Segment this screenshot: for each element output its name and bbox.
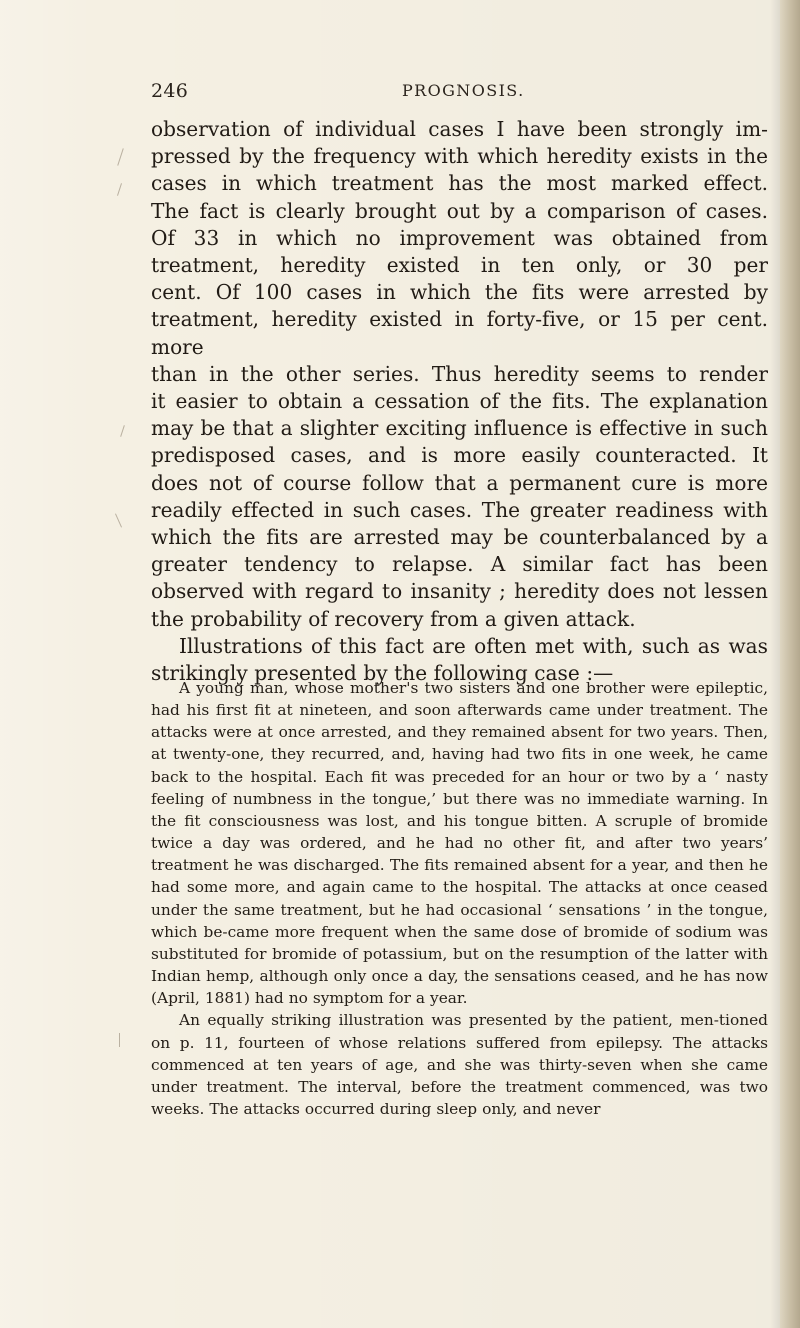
margin-pencil-mark	[120, 425, 125, 437]
main-text-line: observed with regard to insanity ; heredity does not lessen	[151, 579, 768, 604]
main-text-line: which the fits are arrested may be counterbalanced by a	[151, 525, 768, 550]
margin-pencil-mark	[117, 183, 122, 196]
main-text-line: greater tendency to relapse. A similar fact has been	[151, 552, 768, 577]
main-text-line: than in the other series. Thus heredity seems to render	[151, 361, 768, 386]
main-text-line: it easier to obtain a cessation of the fits. The explanation	[151, 389, 768, 414]
main-text-line: cent. Of 100 cases in which the fits were arrested by	[151, 280, 768, 305]
main-text-line: pressed by the frequency with which heredity exists in the	[151, 144, 768, 169]
page-number: 246	[151, 80, 189, 102]
case-study-text	[151, 677, 768, 1120]
main-text-line: does not of course follow that a permanent cure is more	[151, 470, 768, 495]
main-text-line: cases in which treatment has the most marked effect.	[151, 171, 768, 196]
case-paragraph: An equally striking illustration was presented by the patient, men-tioned on p. 11, fourteen of whose relations suffered from epilepsy. The attacks commenced at ten years of age, and she was thirty-seven when she came under treatment. The interval, before the treatment commenced, was two weeks. The attacks occurred during sleep only, and never	[151, 1011, 768, 1118]
main-text-line: treatment, heredity existed in forty-five, or 15 per cent. more	[151, 307, 768, 359]
margin-pencil-mark	[115, 513, 122, 527]
main-text-line: Illustrations of this fact are often met with, such as was	[179, 633, 768, 658]
case-paragraph: A young man, whose mother's two sisters and one brother were epileptic, had his first fit at nineteen, and soon afterwards came under treatment. The attacks were at once arrested, and they remained absent for two years. Then, at twenty-one, they recurred, and, having had two fits in one week, he came back to the hospital. Each fit was preceded for an hour or two by a ‘ nasty feeling of numbness in the tongue,’ but there was no immediate warning. In the fit consciousness was lost, and his tongue bitten. A scruple of bromide twice a day was ordered, and he had no other fit, and after two years’ treatment he was discharged. The fits remained absent for a year, and then he had some more, and again came to the hospital. The attacks at once ceased under the same treatment, but he had occasional ‘ sensations ’ in the tongue, which be-came more frequent when the same dose of bromide of sodium was substituted for bromide of potassium, but on the resumption of the latter with Indian hemp, although only once a day, the sensations ceased, and he has now (April, 1881) had no symptom for a year.	[151, 679, 768, 1008]
main-text-line: The fact is clearly brought out by a comparison of cases.	[151, 198, 768, 223]
margin-pencil-mark	[119, 1033, 120, 1047]
main-text-line: may be that a slighter exciting influence is effective in such	[151, 416, 768, 441]
main-text-line: observation of individual cases I have been strongly im-	[151, 117, 768, 141]
main-text-line: treatment, heredity existed in ten only, or 30 per	[151, 253, 768, 278]
header-title: PROGNOSIS.	[402, 81, 525, 100]
running-head	[0, 80, 800, 110]
main-text-line: strikingly presented by the following case :—	[151, 661, 614, 686]
main-text-line: predisposed cases, and is more easily counteracted. It	[151, 443, 768, 468]
margin-pencil-mark	[117, 148, 124, 165]
main-text-line: Of 33 in which no improvement was obtained from	[151, 225, 768, 250]
main-text-line: the probability of recovery from a given attack.	[151, 606, 636, 631]
main-text-line: readily effected in such cases. The greater readiness with	[151, 497, 768, 522]
binding-shadow	[770, 0, 780, 1328]
main-body-text	[151, 116, 768, 687]
binding-edge	[780, 0, 800, 1328]
